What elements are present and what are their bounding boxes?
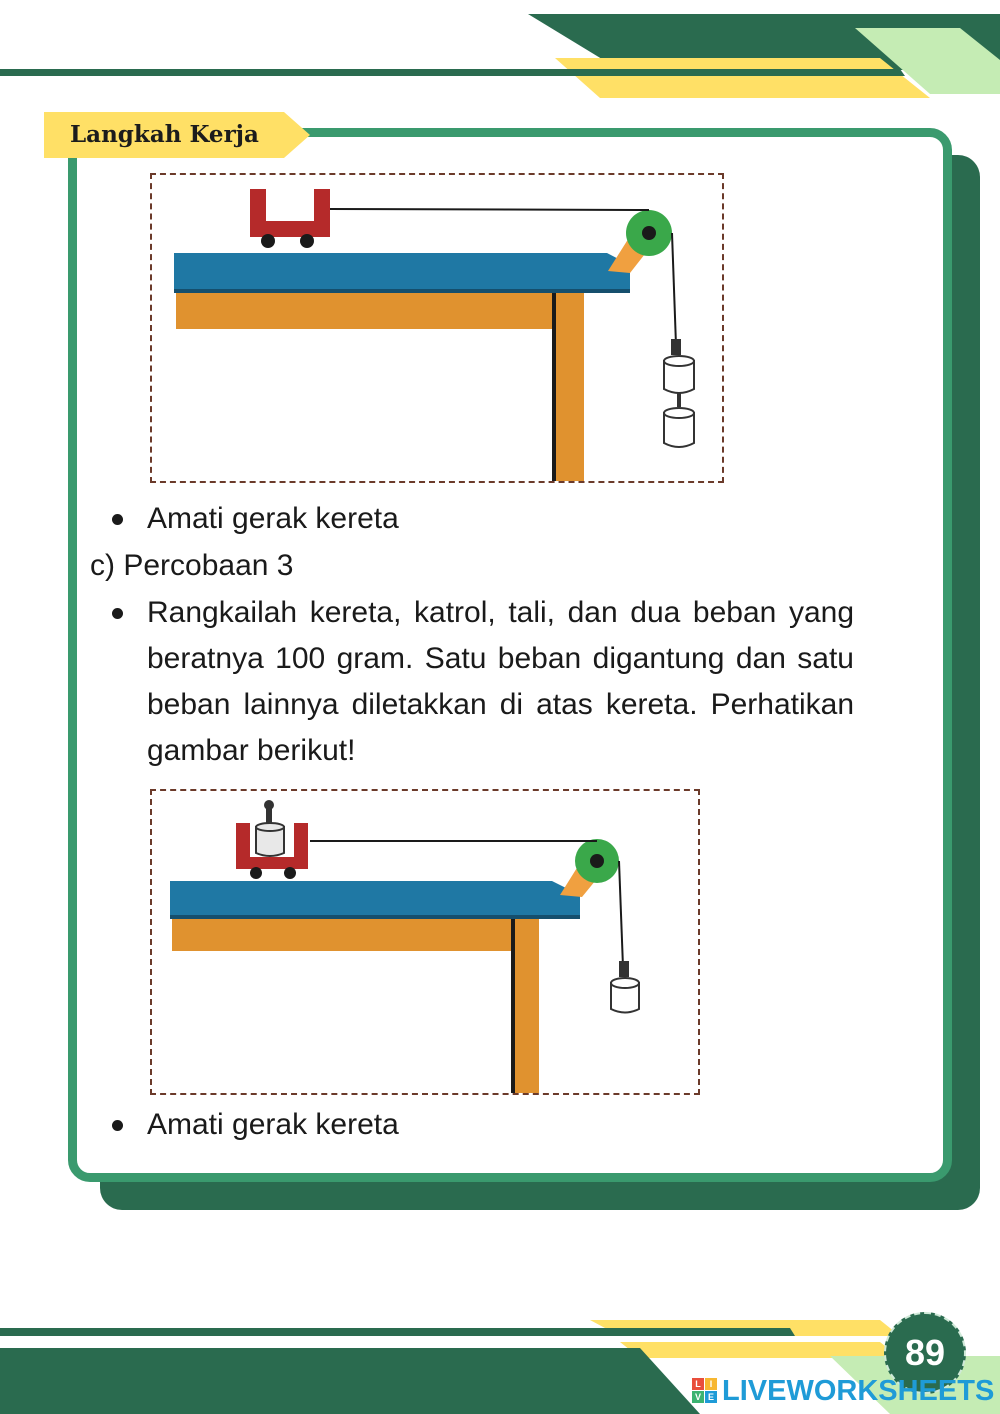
- experiment-figure-1: [150, 173, 724, 483]
- bullet-dot: [112, 608, 123, 619]
- experiment-3-label: c) Percobaan 3: [90, 549, 294, 582]
- top-decoration: [0, 0, 1000, 110]
- page-number-badge: 89: [884, 1312, 966, 1394]
- section-title: Langkah Kerja: [70, 121, 259, 148]
- bullet-text-observe-2: Amati gerak kereta: [147, 1108, 399, 1141]
- instruction-paragraph: Rangkailah kereta, katrol, tali, dan dua beban yang beratnya 100 gram. Satu beban digantung dan satu beban lainnya diletakkan di atas kereta. Perhatikan gambar berikut!: [147, 596, 854, 767]
- bullet-text-observe-1: Amati gerak kereta: [147, 502, 399, 535]
- liveworksheets-logo-icon: L I V E: [692, 1378, 718, 1404]
- experiment-figure-2: [150, 789, 700, 1095]
- liveworksheets-watermark: LIVEWORKSHEETS: [722, 1375, 995, 1407]
- bullet-dot: [112, 1120, 123, 1131]
- bullet-dot: [112, 514, 123, 525]
